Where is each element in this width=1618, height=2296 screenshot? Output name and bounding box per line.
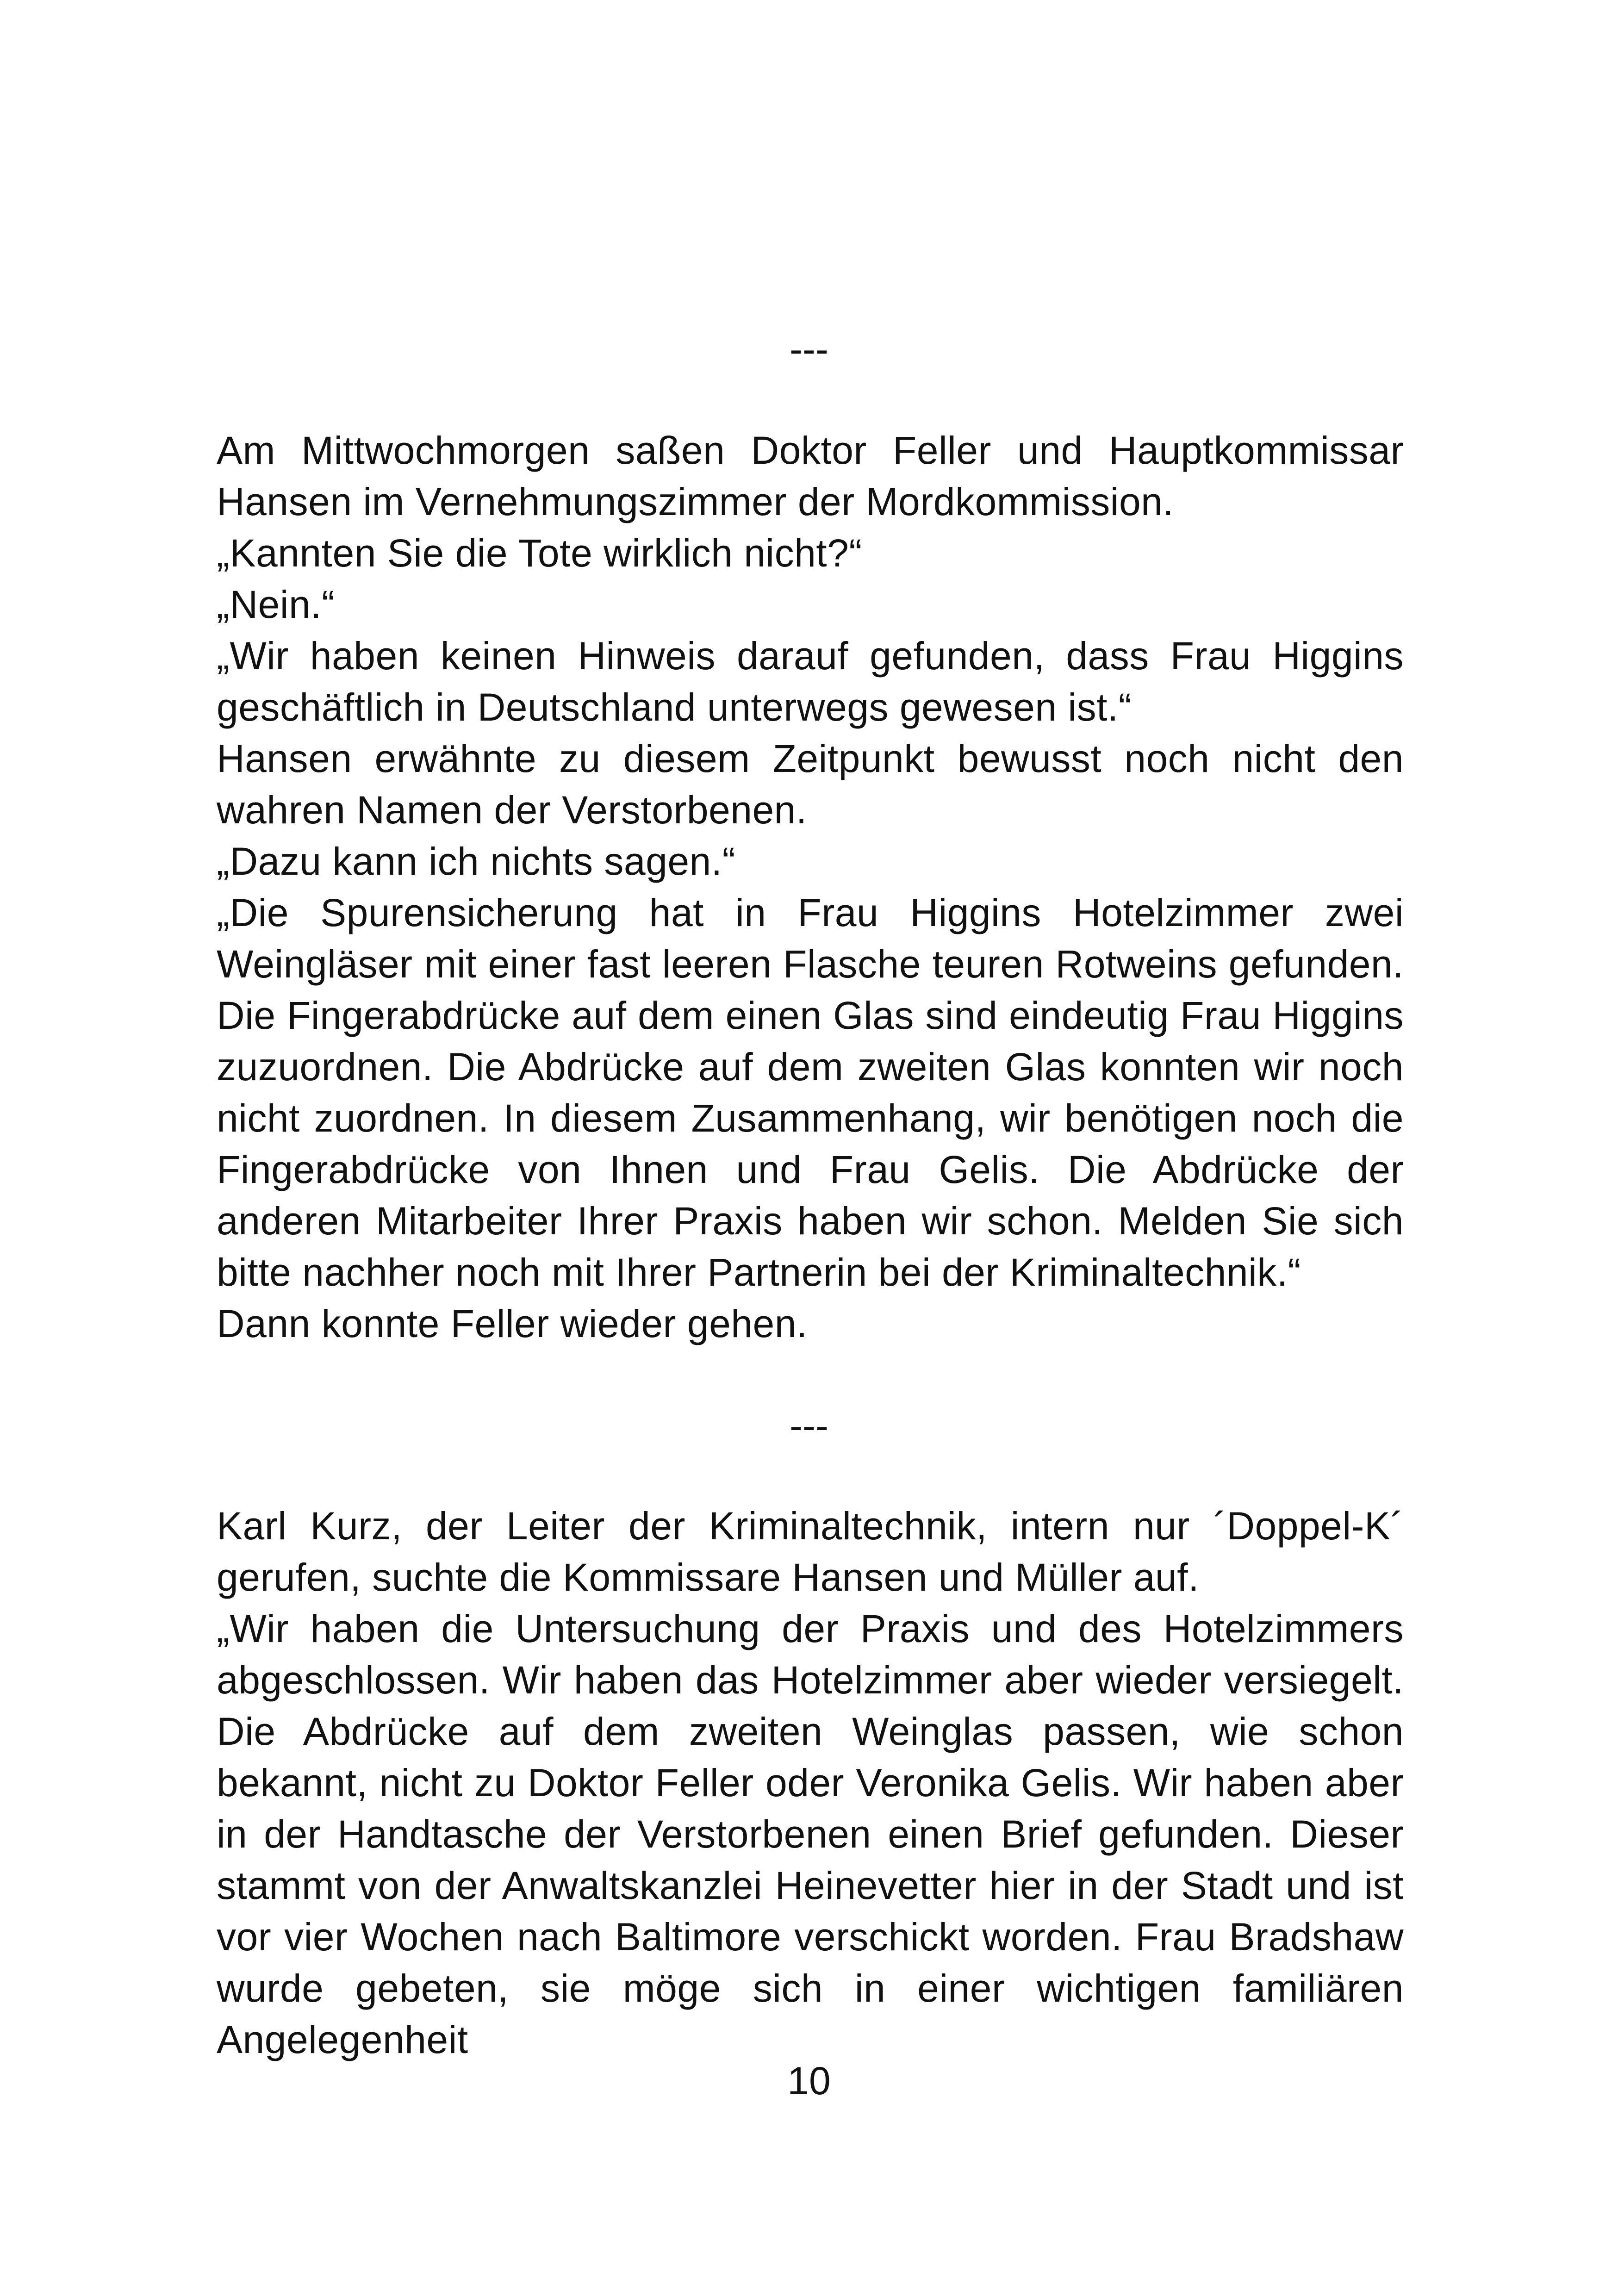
paragraph: „Kannten Sie die Tote wirklich nicht?“ [217, 531, 862, 575]
text-section [217, 425, 1404, 1350]
paragraph: Dann konnte Feller wieder gehen. [217, 1302, 808, 1345]
paragraph: „Nein.“ [217, 583, 335, 626]
paragraph: Am Mittwochmorgen saßen Doktor Feller und Hauptkommissar Hansen im Vernehmungszimmer der Mordkommission. [217, 429, 1404, 523]
paragraph: Hansen erwähnte zu diesem Zeitpunkt bewusst noch nicht den wahren Namen der Verstorbenen. [217, 737, 1404, 832]
section-separator: --- [790, 327, 828, 371]
page-number: 10 [787, 2059, 831, 2103]
paragraph: „Die Spurensicherung hat in Frau Higgins Hotelzimmer zwei Weingläser mit einer fast leeren Flasche teuren Rotweins gefunden. Die Fingerabdrücke auf dem einen Glas sind eindeutig Frau Higgins zuzuordnen. Die Abdrücke auf dem zweiten Glas konnten wir noch nicht zuordnen. In diesem Zusammenhang, wir benötigen noch die Fingerabdrücke von Ihnen und Frau Gelis. Die Abdrücke der anderen Mitarbeiter Ihrer Praxis haben wir schon. Melden Sie sich bitte nachher noch mit Ihrer Partnerin bei der Kriminaltechnik.“ [217, 891, 1404, 1294]
paragraph: Karl Kurz, der Leiter der Kriminaltechnik, intern nur ´Doppel-K´ gerufen, suchte die Kommissare Hansen und Müller auf. [217, 1504, 1404, 1599]
paragraph: „Dazu kann ich nichts sagen.“ [217, 840, 736, 883]
paragraph: „Wir haben die Untersuchung der Praxis und des Hotelzimmers abgeschlossen. Wir haben das Hotelzimmer aber wieder versiegelt. Die Abdrücke auf dem zweiten Weinglas passen, wie schon bekannt, nicht zu Doktor Feller oder Veronika Gelis. Wir haben aber in der Handtasche der Verstorbenen einen Brief gefunden. Dieser stammt von der Anwaltskanzlei Heinevetter hier in der Stadt und ist vor vier Wochen nach Baltimore verschickt worden. Frau Bradshaw wurde gebeten, sie möge sich in einer wichtigen familiären Angelegenheit [217, 1607, 1404, 2061]
text-section [217, 1500, 1404, 2066]
paragraph: „Wir haben keinen Hinweis darauf gefunden, dass Frau Higgins geschäftlich in Deutschland unterwegs gewesen ist.“ [217, 634, 1404, 729]
section-separator: --- [790, 1404, 828, 1447]
